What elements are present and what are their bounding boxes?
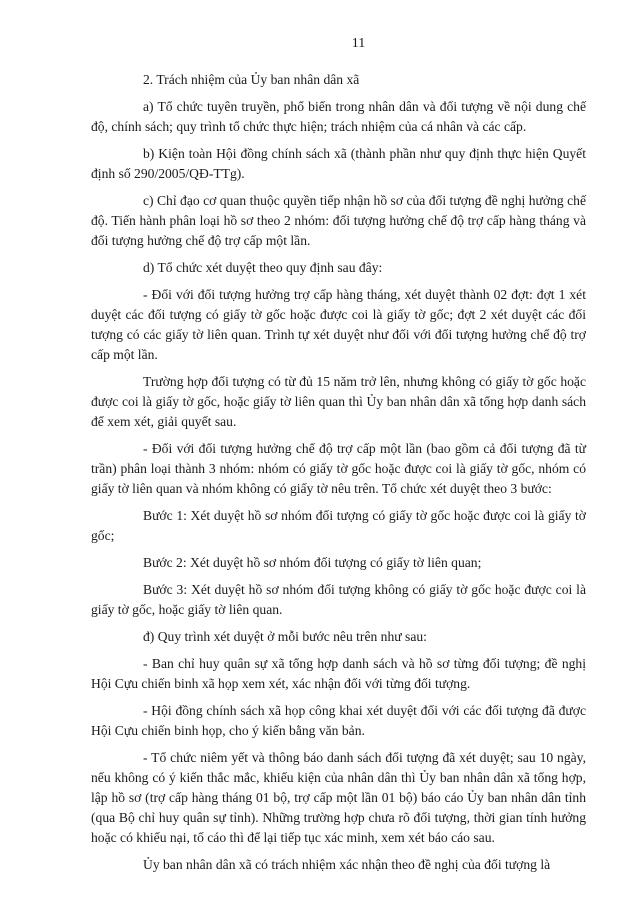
paragraph: c) Chỉ đạo cơ quan thuộc quyền tiếp nhận hồ sơ của đối tượng đề nghị hưởng chế độ. Tiến hành phân loại hồ sơ theo 2 nhóm: đối tượng hưởng chế độ trợ cấp hàng tháng và đối tượng hưởng chế độ trợ cấp một lần. [91, 193, 586, 248]
page-number: 11 [351, 36, 366, 51]
paragraph: Bước 2: Xét duyệt hồ sơ nhóm đối tượng có giấy tờ liên quan; [143, 555, 482, 570]
paragraph: a) Tổ chức tuyên truyền, phổ biến trong nhân dân và đối tượng về nội dung chế độ, chính sách; quy trình tổ chức thực hiện; trách nhiệm của cá nhân và các cấp. [91, 99, 586, 134]
paragraph: - Đối với đối tượng hưởng trợ cấp hàng tháng, xét duyệt thành 02 đợt: đợt 1 xét duyệt các đối tượng có giấy tờ gốc hoặc được coi là giấy tờ gốc; đợt 2 xét duyệt các đối tượng có các giấy tờ liên quan. Trình tự xét duyệt như đối với đối tượng hưởng chế độ trợ cấp một lần. [91, 287, 586, 362]
paragraph: - Tổ chức niêm yết và thông báo danh sách đối tượng đã xét duyệt; sau 10 ngày, nếu không có ý kiến thắc mắc, khiếu kiện của nhân dân thì Ủy ban nhân dân xã tổng hợp, lập hồ sơ (trợ cấp hàng tháng 01 bộ, trợ cấp một lần 01 bộ) báo cáo Ủy ban nhân dân tỉnh (qua Bộ chỉ huy quân sự tỉnh). Những trường hợp chưa rõ đối tượng, thời gian tính hưởng hoặc có khiếu nại, tố cáo thì để lại tiếp tục xác minh, xem xét báo cáo sau. [91, 750, 586, 845]
document-body [91, 70, 586, 875]
paragraph: b) Kiện toàn Hội đồng chính sách xã (thành phần như quy định thực hiện Quyết định số 290/2005/QĐ-TTg). [91, 146, 586, 181]
paragraph: Ủy ban nhân dân xã có trách nhiệm xác nhận theo đề nghị của đối tượng là [143, 857, 551, 872]
paragraph: Trường hợp đối tượng có từ đủ 15 năm trở lên, nhưng không có giấy tờ gốc hoặc được coi là giấy tờ gốc, hoặc giấy tờ liên quan thì Ủy ban nhân dân xã tổng hợp danh sách để xem xét, giải quyết sau. [91, 374, 586, 429]
paragraph: đ) Quy trình xét duyệt ở mỗi bước nêu trên như sau: [143, 629, 427, 644]
paragraph: d) Tổ chức xét duyệt theo quy định sau đây: [143, 260, 383, 275]
paragraph: - Ban chỉ huy quân sự xã tổng hợp danh sách và hồ sơ từng đối tượng; đề nghị Hội Cựu chiến binh xã họp xem xét, xác nhận đối với từng đối tượng. [91, 656, 586, 691]
paragraph: Bước 3: Xét duyệt hồ sơ nhóm đối tượng không có giấy tờ gốc hoặc được coi là giấy tờ gốc, hoặc giấy tờ liên quan. [91, 582, 586, 617]
paragraph: - Đối với đối tượng hưởng chế độ trợ cấp một lần (bao gồm cả đối tượng đã từ trần) phân loại thành 3 nhóm: nhóm có giấy tờ gốc hoặc được coi là giấy tờ gốc, nhóm có giấy tờ liên quan và nhóm không có giấy tờ nêu trên. Tổ chức xét duyệt theo 3 bước: [91, 441, 586, 496]
paragraph: - Hội đồng chính sách xã họp công khai xét duyệt đối với các đối tượng đã được Hội Cựu chiến binh họp, cho ý kiến bằng văn bản. [91, 703, 586, 738]
paragraph: Bước 1: Xét duyệt hồ sơ nhóm đối tượng có giấy tờ gốc hoặc được coi là giấy tờ gốc; [91, 508, 586, 543]
paragraph: 2. Trách nhiệm của Ủy ban nhân dân xã [143, 72, 360, 87]
